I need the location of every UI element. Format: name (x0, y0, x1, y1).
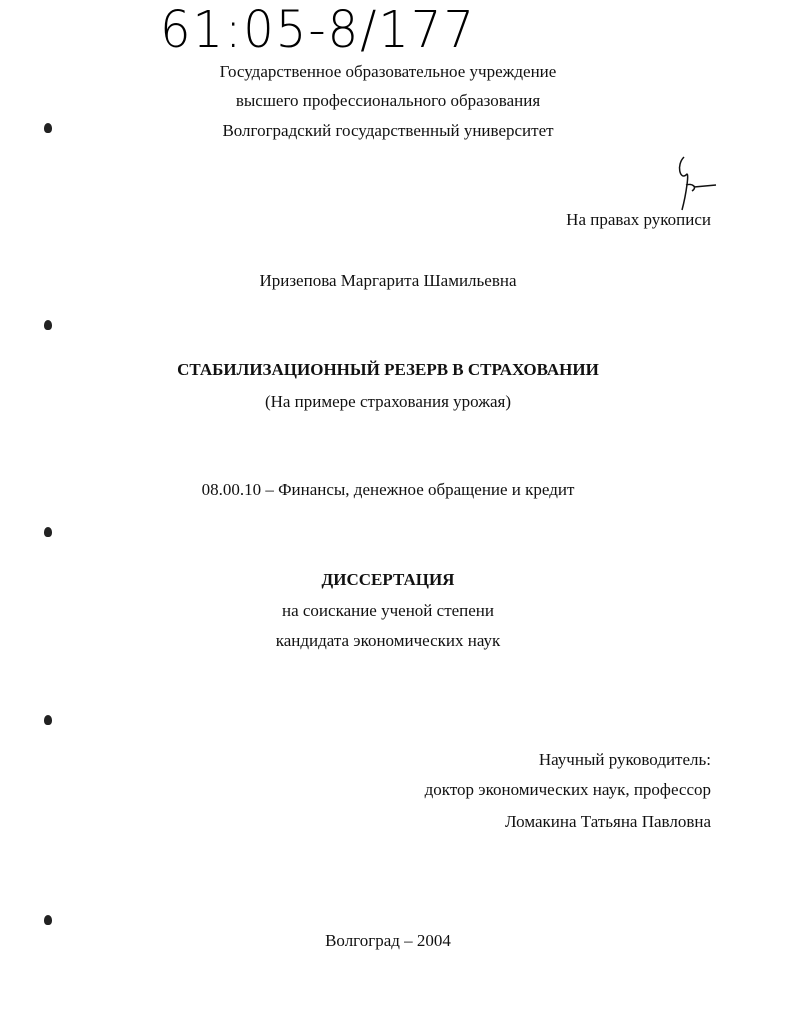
binding-hole-mark (44, 123, 52, 133)
manuscript-note: На правах рукописи (566, 210, 711, 229)
degree-line-2: кандидата экономических наук (275, 631, 501, 650)
dissertation-title: СТАБИЛИЗАЦИОННЫЙ РЕЗЕРВ В СТРАХОВАНИИ (177, 360, 599, 379)
handwritten-archive-code: 61:05-8/177 (160, 0, 476, 60)
handwritten-signature (672, 155, 722, 215)
place-year: Волгоград – 2004 (325, 931, 451, 950)
advisor-name: Ломакина Татьяна Павловна (505, 812, 711, 831)
binding-hole-mark (44, 527, 52, 537)
advisor-title: доктор экономических наук, профессор (424, 780, 711, 799)
binding-hole-mark (44, 915, 52, 925)
institution-line-3: Волгоградский государственный университет (222, 121, 554, 140)
document-type-heading: ДИССЕРТАЦИЯ (321, 570, 455, 589)
degree-line-1: на соискание ученой степени (281, 601, 495, 620)
specialty-code: 08.00.10 – Финансы, денежное обращение и кредит (201, 480, 575, 499)
binding-hole-mark (44, 715, 52, 725)
dissertation-subtitle: (На примере страхования урожая) (264, 392, 512, 411)
binding-hole-mark (44, 320, 52, 330)
author-name: Иризепова Маргарита Шамильевна (259, 271, 517, 290)
institution-line-1: Государственное образовательное учреждение (219, 62, 557, 81)
advisor-label: Научный руководитель: (538, 750, 711, 769)
institution-line-2: высшего профессионального образования (235, 91, 541, 110)
